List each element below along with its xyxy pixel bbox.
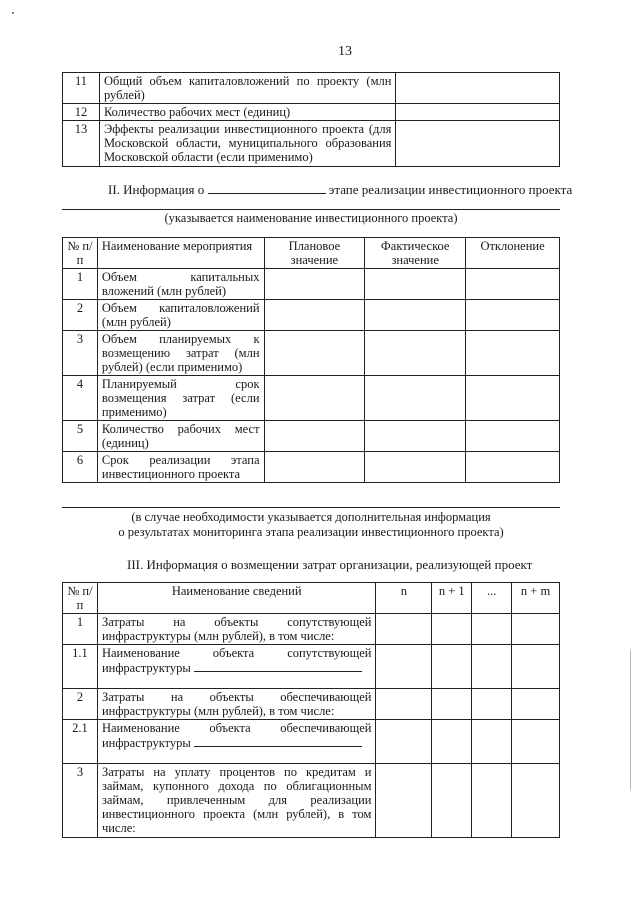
table-row xyxy=(63,376,560,421)
value-cell xyxy=(472,689,512,720)
value-cell xyxy=(512,764,560,838)
object-name-blank xyxy=(194,660,362,672)
section-2-title-suffix: этапе реализации инвестиционного проекта xyxy=(328,182,573,197)
value-cell xyxy=(365,300,466,331)
row-label: Затраты на объекты сопутствующей инфраструктуры (млн рублей), в том числе: xyxy=(97,614,376,645)
value-cell xyxy=(376,614,432,645)
row-number: 1 xyxy=(63,269,98,300)
value-cell xyxy=(376,764,432,838)
additional-info-note-line-1: (в случае необходимости указывается дополнительная информация xyxy=(131,510,491,524)
header-info-name: Наименование сведений xyxy=(97,583,376,614)
value-cell xyxy=(466,452,560,483)
value-cell xyxy=(432,614,472,645)
value-cell xyxy=(365,376,466,421)
value-cell xyxy=(264,452,365,483)
table-row xyxy=(63,421,560,452)
value-cell xyxy=(432,764,472,838)
section-2-title-prefix: II. Информация о xyxy=(108,182,205,197)
stage-name-blank xyxy=(208,182,326,194)
value-cell xyxy=(376,689,432,720)
value-cell xyxy=(512,720,560,764)
row-label: Объем планируемых к возмещению затрат (млн рублей) (если применимо) xyxy=(97,331,264,376)
value-cell xyxy=(365,421,466,452)
header-year-n: n xyxy=(376,583,432,614)
scan-speck xyxy=(12,12,14,14)
row-label: Общий объем капиталовложений по проекту (млн рублей) xyxy=(99,73,395,104)
row-number: 2 xyxy=(63,689,98,720)
table-row xyxy=(63,689,560,720)
value-cell xyxy=(264,376,365,421)
row-label: Объем капитальных вложений (млн рублей) xyxy=(97,269,264,300)
value-cell xyxy=(264,269,365,300)
table-row xyxy=(63,104,560,121)
header-year-n-plus-1: n + 1 xyxy=(432,583,472,614)
page-number: 13 xyxy=(338,44,352,59)
table-header-row xyxy=(63,238,560,269)
table-row xyxy=(63,121,560,167)
value-cell xyxy=(466,331,560,376)
header-number: № п/п xyxy=(63,583,98,614)
header-number: № п/п xyxy=(63,238,98,269)
table-row xyxy=(63,269,560,300)
table-row xyxy=(63,452,560,483)
table-row xyxy=(63,73,560,104)
row-number: 5 xyxy=(63,421,98,452)
row-label: Количество рабочих мест (единиц) xyxy=(97,421,264,452)
value-cell xyxy=(472,645,512,689)
value-cell xyxy=(432,689,472,720)
header-deviation: Отклонение xyxy=(466,238,560,269)
row-number: 13 xyxy=(63,121,100,167)
table-row xyxy=(63,614,560,645)
section-3-title: III. Информация о возмещении затрат организации, реализующей проект xyxy=(127,557,533,572)
value-cell xyxy=(376,645,432,689)
row-label xyxy=(97,645,376,689)
table-cost-reimbursement xyxy=(62,582,560,838)
value-cell xyxy=(466,421,560,452)
value-cell xyxy=(432,645,472,689)
value-cell xyxy=(365,452,466,483)
project-name-caption: (указывается наименование инвестиционного проекта) xyxy=(164,211,458,225)
value-cell xyxy=(512,645,560,689)
table-stage-measures xyxy=(62,237,560,483)
row-label: Планируемый срок возмещения затрат (если применимо) xyxy=(97,376,264,421)
value-cell xyxy=(466,269,560,300)
row-label: Объем капиталовложений (млн рублей) xyxy=(97,300,264,331)
header-ellipsis: ... xyxy=(472,583,512,614)
row-number: 11 xyxy=(63,73,100,104)
row-number: 4 xyxy=(63,376,98,421)
project-name-line xyxy=(62,209,560,210)
table-row xyxy=(63,331,560,376)
row-number: 6 xyxy=(63,452,98,483)
table-project-indicators-continued xyxy=(62,72,560,167)
value-cell xyxy=(365,331,466,376)
row-number: 1 xyxy=(63,614,98,645)
row-label: Затраты на объекты обеспечивающей инфраструктуры (млн рублей), в том числе: xyxy=(97,689,376,720)
value-cell xyxy=(472,720,512,764)
row-label: Количество рабочих мест (единиц) xyxy=(99,104,395,121)
value-cell xyxy=(376,720,432,764)
value-cell xyxy=(466,376,560,421)
object-name-blank xyxy=(194,735,362,747)
value-cell xyxy=(512,689,560,720)
row-label: Срок реализации этапа инвестиционного проекта xyxy=(97,452,264,483)
row-number: 2.1 xyxy=(63,720,98,764)
row-number: 2 xyxy=(63,300,98,331)
value-cell xyxy=(264,300,365,331)
row-number: 3 xyxy=(63,764,98,838)
table-row xyxy=(63,645,560,689)
header-year-n-plus-m: n + m xyxy=(512,583,560,614)
row-label: Затраты на уплату процентов по кредитам и займам, купонного дохода по облигационным займам, привлеченным для реализации инвестиционного проекта (млн рублей), в том числе: xyxy=(97,764,376,838)
row-number: 3 xyxy=(63,331,98,376)
value-cell xyxy=(472,764,512,838)
section-2-title xyxy=(108,182,572,198)
value-cell xyxy=(466,300,560,331)
table-row xyxy=(63,764,560,838)
row-number: 12 xyxy=(63,104,100,121)
table-header-row xyxy=(63,583,560,614)
value-cell xyxy=(512,614,560,645)
value-cell xyxy=(396,104,560,121)
row-label: Эффекты реализации инвестиционного проекта (для Московской области, муниципального образования Московской области (если применимо) xyxy=(99,121,395,167)
value-cell xyxy=(264,331,365,376)
row-number: 1.1 xyxy=(63,645,98,689)
value-cell xyxy=(396,121,560,167)
row-label-text: Наименование объекта сопутствующей инфраструктуры xyxy=(101,646,372,675)
value-cell xyxy=(365,269,466,300)
value-cell xyxy=(264,421,365,452)
table-row xyxy=(63,720,560,764)
table-row xyxy=(63,300,560,331)
additional-info-line xyxy=(62,507,560,508)
scan-edge-line xyxy=(630,650,631,790)
row-label-text: Наименование объекта обеспечивающей инфраструктуры xyxy=(101,721,372,750)
header-actual: Фактическое значение xyxy=(365,238,466,269)
value-cell xyxy=(396,73,560,104)
value-cell xyxy=(432,720,472,764)
value-cell xyxy=(472,614,512,645)
additional-info-note-line-2: о результатах мониторинга этапа реализации инвестиционного проекта) xyxy=(118,525,504,539)
row-label xyxy=(97,720,376,764)
header-measure: Наименование мероприятия xyxy=(97,238,264,269)
header-planned: Плановое значение xyxy=(264,238,365,269)
